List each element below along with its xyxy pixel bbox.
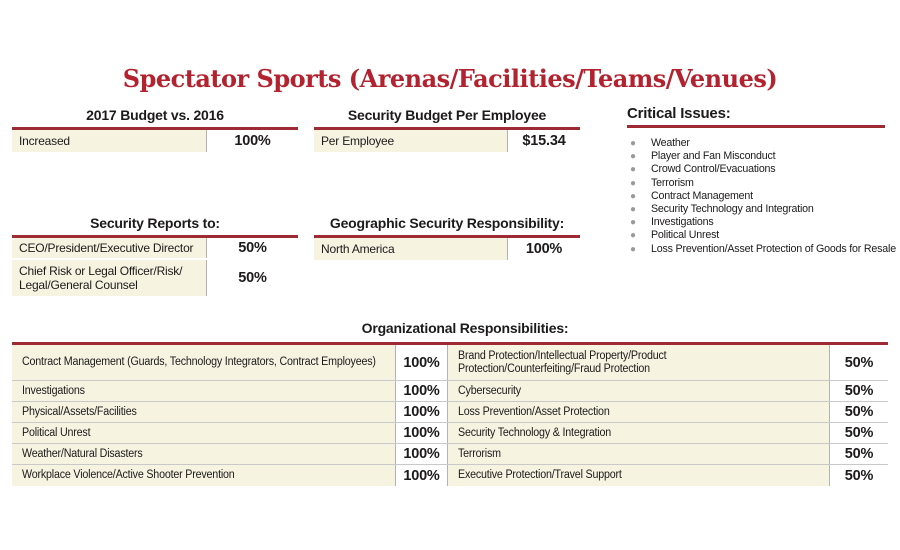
table-row [12, 465, 888, 486]
circle-bullet-icon: ● [630, 190, 636, 202]
red-rule [627, 125, 885, 128]
table-row [12, 444, 888, 465]
table-row [314, 130, 580, 152]
row-value: $15.34 [508, 130, 580, 152]
row-value: 50% [830, 381, 888, 401]
circle-bullet-icon: ● [630, 164, 636, 176]
critical-issues-panel [627, 104, 896, 256]
row-value: 100% [396, 381, 448, 401]
row-label: Security Technology & Integration [448, 423, 830, 443]
table-row [314, 238, 580, 260]
row-label: Weather/Natural Disasters [12, 444, 396, 464]
table-title: Security Reports to: [90, 215, 220, 231]
page-title: Spectator Sports (Arenas/Facilities/Teams/Venues) [122, 64, 778, 93]
row-value: 50% [207, 260, 298, 296]
list-item: ● Political Unrest [627, 229, 891, 242]
list-item: ● Security Technology and Integration [627, 203, 891, 216]
row-value: 100% [396, 345, 448, 380]
row-label: Contract Management (Guards, Technology Integrators, Contract Employees) [12, 345, 396, 380]
row-label: North America [314, 238, 508, 260]
table-title: 2017 Budget vs. 2016 [86, 107, 224, 123]
row-value: 50% [830, 423, 888, 443]
circle-bullet-icon: ● [630, 138, 636, 149]
row-label: Executive Protection/Travel Support [448, 465, 830, 486]
table-title: Geographic Security Responsibility: [329, 215, 565, 231]
budget-vs-2016-table [12, 106, 298, 152]
row-label: Terrorism [448, 444, 830, 464]
circle-bullet-icon: ● [630, 151, 636, 163]
row-value: 50% [830, 402, 888, 422]
org-responsibilities-title: Organizational Responsibilities: [361, 320, 569, 336]
row-label: Workplace Violence/Active Shooter Prevention [12, 465, 396, 486]
row-label: Cybersecurity [448, 381, 830, 401]
list-item: ● Contract Management [627, 190, 891, 203]
circle-bullet-icon: ● [630, 217, 636, 229]
security-reports-to-table [12, 214, 298, 296]
table-row [12, 238, 298, 260]
row-label: Loss Prevention/Asset Protection [448, 402, 830, 422]
row-label: Chief Risk or Legal Officer/Risk/ Legal/General Counsel [12, 260, 207, 296]
list-item: ● Terrorism [627, 177, 891, 190]
row-label: Political Unrest [12, 423, 396, 443]
row-label: Increased [12, 130, 207, 152]
table-row [12, 345, 888, 381]
table-title: Security Budget Per Employee [347, 107, 547, 123]
row-value: 100% [207, 130, 298, 152]
row-label: CEO/President/Executive Director [12, 238, 207, 258]
list-item: ● Crowd Control/Evacuations [627, 163, 891, 176]
budget-per-employee-table [314, 106, 580, 152]
row-value: 100% [396, 423, 448, 443]
row-value: 50% [207, 238, 298, 258]
row-value: 50% [830, 444, 888, 464]
table-row [12, 381, 888, 402]
circle-bullet-icon: ● [630, 177, 636, 189]
row-value: 50% [830, 465, 888, 486]
circle-bullet-icon: ● [630, 204, 636, 216]
table-row [12, 402, 888, 423]
row-label: Per Employee [314, 130, 508, 152]
row-label: Physical/Assets/Facilities [12, 402, 396, 422]
list-item: ● Loss Prevention/Asset Protection of Goods for Resale [627, 243, 891, 256]
row-value: 100% [396, 402, 448, 422]
list-item: ● Player and Fan Misconduct [627, 150, 891, 163]
list-item: ● Weather [627, 137, 891, 150]
row-label: Brand Protection/Intellectual Property/Product Protection/Counterfeiting/Fraud Protection [448, 345, 830, 380]
row-label: Investigations [12, 381, 396, 401]
panel-title: Critical Issues: [627, 105, 731, 122]
org-responsibilities-table [12, 342, 888, 486]
row-value: 100% [396, 444, 448, 464]
row-value: 50% [830, 345, 888, 380]
table-row [12, 130, 298, 152]
critical-issues-list [627, 137, 896, 256]
table-row [12, 260, 298, 296]
row-value: 100% [396, 465, 448, 486]
list-item: ● Investigations [627, 216, 891, 229]
circle-bullet-icon: ● [630, 230, 636, 242]
row-value: 100% [508, 238, 580, 260]
geographic-responsibility-table [314, 214, 580, 260]
table-row [12, 423, 888, 444]
circle-bullet-icon: ● [630, 243, 636, 255]
